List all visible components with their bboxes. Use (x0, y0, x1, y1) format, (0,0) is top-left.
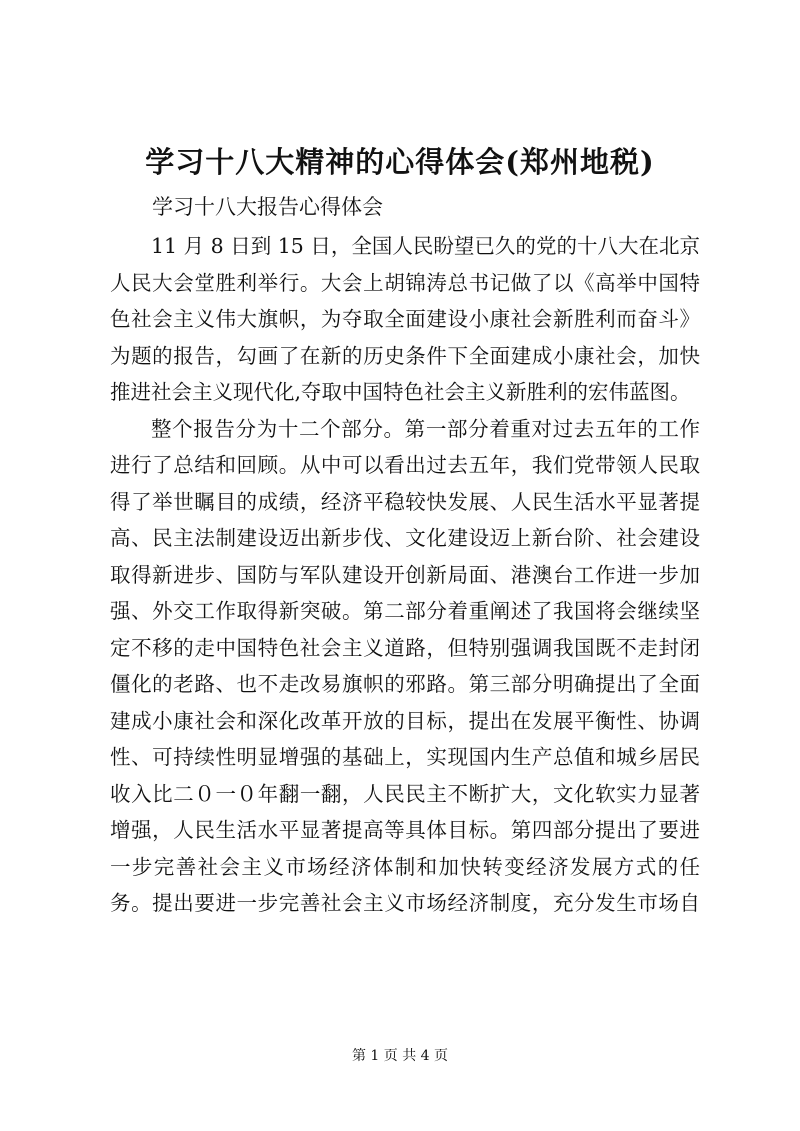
paragraph-line: 一步完善社会主义市场经济体制和加快转变经济发展方式的任 (110, 854, 700, 879)
page-number-footer: 第 1 页 共 4 页 (351, 1048, 449, 1064)
paragraph-line: 取得新进步、国防与军队建设开创新局面、港澳台工作进一步加 (110, 562, 700, 587)
document-title: 学习十八大精神的心得体会(郑州地税) (145, 145, 655, 179)
paragraph-line: 僵化的老路、也不走改易旗帜的邪路。第三部分明确提出了全面 (110, 672, 700, 696)
paragraph-line: 进行了总结和回顾。从中可以看出过去五年，我们党带领人民取 (110, 453, 700, 477)
paragraph-line: 色社会主义伟大旗帜，为夺取全面建设小康社会新胜利而奋斗》 (110, 307, 700, 331)
paragraph-line: 整个报告分为十二个部分。第一部分着重对过去五年的工作 (151, 416, 700, 441)
paragraph-line: 增强，人民生活水平显著提高等具体目标。第四部分提出了要进 (110, 818, 700, 842)
document-subtitle: 学习十八大报告心得体会 (152, 195, 383, 219)
document-body (110, 228, 700, 922)
paragraph-line: 定不移的走中国特色社会主义道路，但特别强调我国既不走封闭 (110, 635, 700, 660)
paragraph-line: 建成小康社会和深化改革开放的目标，提出在发展平衡性、协调 (110, 708, 700, 733)
paragraph-line: 强、外交工作取得新突破。第二部分着重阐述了我国将会继续坚 (110, 599, 700, 623)
paragraph-line: 高、民主法制建设迈出新步伐、文化建设迈上新台阶、社会建设 (110, 526, 700, 550)
paragraph-line: 务。提出要进一步完善社会主义市场经济制度，充分发生市场自 (110, 891, 700, 915)
paragraph-line: 人民大会堂胜利举行。大会上胡锦涛总书记做了以《高举中国特 (110, 270, 700, 295)
paragraph-line: 推进社会主义现代化,夺取中国特色社会主义新胜利的宏伟蓝图。 (110, 380, 691, 404)
paragraph-line: 得了举世瞩目的成绩，经济平稳较快发展、人民生活水平显著提 (110, 489, 700, 514)
paragraph-line: 为题的报告，勾画了在新的历史条件下全面建成小康社会，加快 (110, 343, 700, 368)
paragraph-line: 11 月 8 日到 15 日，全国人民盼望已久的党的十八大在北京 (151, 234, 700, 258)
paragraph-line: 性、可持续性明显增强的基础上，实现国内生产总值和城乡居民 (110, 745, 700, 769)
paragraph-line: 收入比二０一０年翻一翻，人民民主不断扩大，文化软实力显著 (110, 781, 700, 806)
